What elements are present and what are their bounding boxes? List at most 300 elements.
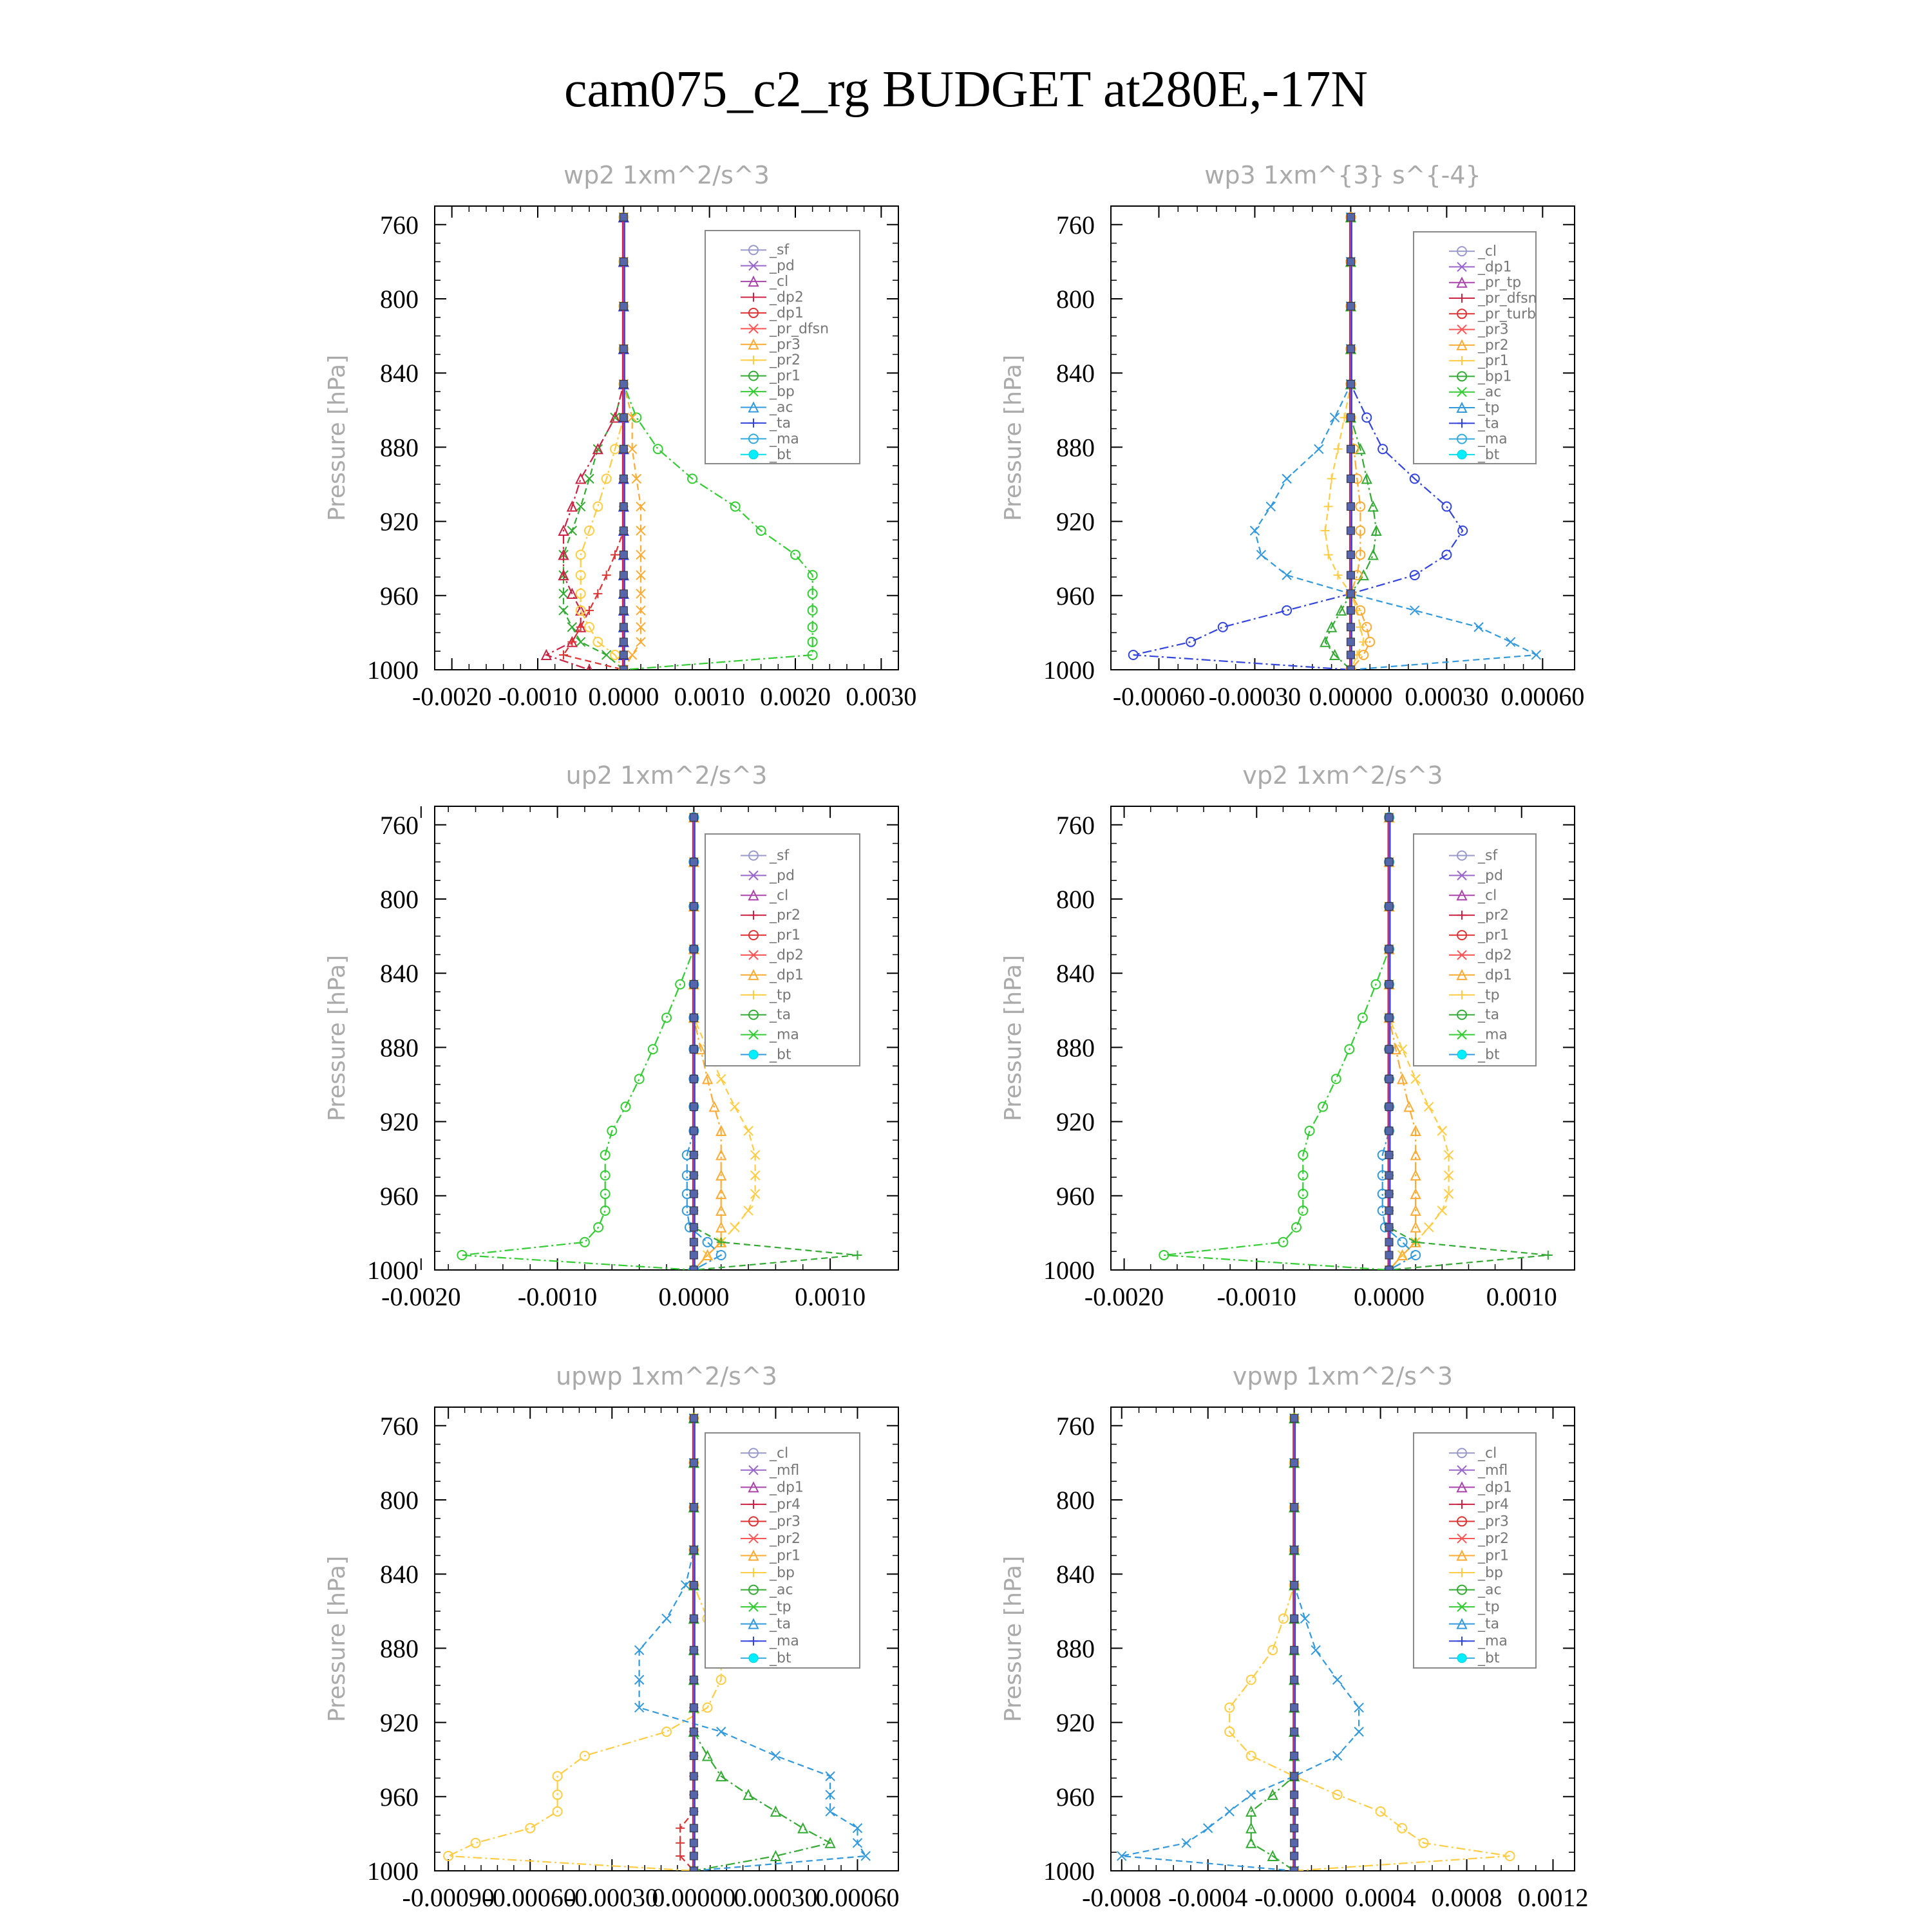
legend-label: _pr2 [770,1530,801,1547]
x-tick-label: 0.0010 [795,1282,866,1311]
zero-point [1291,1791,1298,1799]
series-point-pr2 [593,502,602,511]
y-tick-label: 760 [1056,1411,1095,1441]
zero-point [1385,1190,1393,1198]
legend-label: _bt [770,446,791,463]
series-point-dp1 [576,474,585,483]
zero-point [620,475,627,482]
legend-label: _ta [770,1007,791,1023]
series-point-pr1 [1437,1126,1446,1135]
x-tick-label: 0.00060 [815,1883,900,1912]
panel-wp2 [324,161,916,711]
y-tick-label: 800 [380,285,419,314]
zero-point [620,213,627,221]
zero-point [690,1103,697,1111]
legend-label: _pr3 [770,1513,801,1530]
zero-point [690,1190,697,1198]
x-tick-label: 0.0020 [760,682,831,711]
y-tick-label: 760 [1056,210,1095,240]
legend-label: _ma [770,1027,799,1043]
series-point-tp [1531,650,1540,659]
zero-point [690,1151,697,1159]
series-point-pr1 [602,650,611,659]
legend-label: _pr_turb [1478,306,1536,323]
series-point-pr1 [1279,1614,1288,1623]
series-point-pr2 [1334,571,1343,580]
zero-point [1385,1266,1393,1274]
zero-point [1291,1459,1298,1466]
x-tick-label: 0.0010 [1486,1282,1557,1311]
zero-point [690,1772,697,1780]
zero-point [690,1728,697,1736]
series-point-tp [1333,1675,1342,1684]
legend-label: _bt [1478,446,1500,463]
y-tick-label: 960 [1056,1181,1095,1211]
series-point-dp1 [1292,1223,1301,1232]
series-point-pr2 [1321,526,1330,535]
x-tick-label: 0.0010 [674,682,745,711]
y-tick-label: 920 [1056,1107,1095,1137]
x-tick-label: 0.0012 [1517,1883,1589,1912]
series-point-tp [1354,1727,1363,1736]
legend-label: _dp1 [1478,967,1512,983]
y-tick-label: 1000 [1043,1256,1095,1285]
legend-label: _bp [770,1565,795,1582]
zero-point [690,1615,697,1622]
series-line-dp1 [546,217,623,670]
series-point-pr1 [471,1839,480,1848]
panel-title: up2 1xm^2/s^3 [565,761,768,790]
panel-title: wp2 1xm^2/s^3 [564,161,770,189]
zero-point [1385,1251,1393,1259]
x-tick-label: 0.0004 [1345,1883,1416,1912]
zero-point [1385,1045,1393,1053]
zero-point [690,1045,697,1053]
legend-label: _tp [770,987,791,1003]
zero-point [620,503,627,511]
y-tick-label: 960 [380,1782,419,1812]
legend-label: _bt [770,1046,791,1063]
legend-label: _dp2 [770,947,804,963]
series-point-bp [654,444,663,453]
zero-point [620,551,627,558]
zero-point [690,1127,697,1135]
y-tick-label: 1000 [367,656,419,685]
zero-point [620,413,627,421]
zero-point [690,1171,697,1179]
series-point-tp [1250,526,1259,535]
y-tick-label: 760 [380,210,419,240]
series-point-pr1 [585,474,594,483]
legend-label: _ta [1478,1007,1500,1023]
y-tick-label: 920 [1056,1708,1095,1738]
x-tick-label: 0.00060 [1501,682,1585,711]
series-line-bp [1251,1418,1294,1871]
series-line-pr2 [581,217,624,670]
x-tick-label: 0.00030 [1405,682,1489,711]
series-point-pr1 [1247,1675,1256,1684]
zero-point [690,903,697,911]
series-point-pr1 [1425,1103,1434,1112]
series-point-pr4 [676,1824,685,1833]
series-point-tp [1266,502,1275,511]
zero-point [1385,945,1393,953]
zero-point [1347,213,1354,221]
zero-point [620,666,627,674]
zero-point [1291,1676,1298,1683]
zero-point [620,607,627,614]
series-point-pr2 [1334,444,1343,453]
x-tick-label: -0.00060 [1112,682,1206,711]
legend-label: _sf [770,242,790,259]
series-point-dp2 [853,1251,862,1260]
zero-point [1291,1581,1298,1589]
series-point-bp [703,1751,712,1760]
legend-label: _pr_dfsn [770,321,829,337]
legend-marker [749,1050,758,1059]
y-tick-label: 920 [380,1708,419,1738]
panel-title: wp3 1xm^{3} s^{-4} [1204,161,1481,189]
zero-point [1291,1414,1298,1422]
zero-point [690,1791,697,1799]
zero-point [1385,1224,1393,1231]
zero-point [690,1414,697,1422]
series-point-dp2 [593,589,602,598]
series-point-tp [826,1772,835,1781]
legend-label: _dp1 [770,967,804,983]
zero-point [620,303,627,310]
panel-title: vp2 1xm^2/s^3 [1242,761,1443,790]
zero-point [1347,475,1354,482]
zero-point [1385,1014,1393,1021]
series-point-pr1 [730,1103,739,1112]
zero-point [690,1266,697,1274]
legend-label: _bp [1478,1565,1503,1582]
zero-point [690,1646,697,1654]
panel-up2 [324,761,898,1311]
series-point-tp [1247,1790,1256,1799]
zero-point [1347,623,1354,631]
series-point-dp1 [635,1074,644,1083]
y-tick-label: 920 [380,507,419,536]
series-point-tp [717,1727,726,1736]
zero-point [690,1808,697,1815]
zero-point [620,651,627,659]
x-tick-label: 0.0000 [658,1282,730,1311]
x-tick-label: -0.0010 [498,682,578,711]
y-tick-label: 840 [380,1560,419,1589]
zero-point [1385,1238,1393,1246]
series-line-dp1 [1164,817,1389,1270]
legend-label: _dp2 [770,289,804,306]
zero-point [690,1459,697,1466]
series-line-pr4 [680,1418,694,1871]
zero-point [1385,1075,1393,1083]
legend-label: _pr1 [770,1548,801,1564]
zero-point [1347,551,1354,558]
legend-label: _mfl [770,1462,800,1479]
series-point-pr2 [1327,474,1336,483]
series-point-pr1 [1411,1074,1420,1083]
zero-point [690,1207,697,1215]
y-axis-label: Pressure [hPa] [1000,954,1027,1122]
series-point-tp [1314,444,1323,453]
zero-point [1385,1171,1393,1179]
zero-point [1385,858,1393,866]
zero-point [690,1238,697,1246]
series-point-bp [799,1824,808,1833]
series-point-bp [632,413,641,422]
series-point-dp2 [611,550,620,559]
zero-point [690,813,697,821]
x-tick-label: -0.0020 [412,682,492,711]
legend-marker [749,450,758,459]
y-axis-label: Pressure [hPa] [324,1555,350,1723]
legend-label: _tp [1478,1599,1500,1616]
zero-point [1347,303,1354,310]
y-tick-label: 880 [1056,1634,1095,1663]
zero-point [1385,1151,1393,1159]
series-point-pr4 [676,1839,685,1848]
y-tick-label: 840 [380,359,419,388]
series-point-pr2 [1324,502,1333,511]
series-point-pr1 [1268,1645,1277,1654]
legend-label: _tp [770,1599,791,1616]
series-point-pr1 [1437,1206,1446,1215]
x-tick-label: -0.0010 [517,1282,598,1311]
zero-point [620,380,627,388]
series-line-pr2 [1389,817,1416,1270]
x-tick-label: -0.0020 [381,1282,461,1311]
panel-title: vpwp 1xm^2/s^3 [1232,1362,1454,1390]
series-point-pr1 [1247,1751,1256,1760]
zero-point [690,980,697,988]
x-tick-label: -0.00090 [402,1883,495,1912]
zero-point [690,1839,697,1847]
zero-point [1385,1103,1393,1111]
y-tick-label: 760 [1056,810,1095,840]
y-tick-label: 880 [380,1033,419,1063]
x-tick-label: -0.0000 [1254,1883,1334,1912]
y-tick-label: 840 [380,959,419,989]
y-tick-label: 880 [380,1634,419,1663]
y-tick-label: 1000 [1043,656,1095,685]
zero-point [690,945,697,953]
y-tick-label: 1000 [367,1256,419,1285]
legend-label: _ac [770,399,793,416]
legend-label: _tp [1478,400,1500,416]
zero-point [1385,1127,1393,1135]
series-line-dp2 [564,217,623,670]
legend-label: _pr2 [1478,907,1510,924]
series-point-tp [1282,474,1291,483]
series-point-pr3 [628,413,637,422]
zero-point [1385,1207,1393,1215]
legend-label: _ta [1478,415,1499,432]
legend-marker [749,1654,758,1663]
y-tick-label: 840 [1056,359,1095,388]
series-point-pr1 [559,606,568,615]
series-point-tp [703,1238,712,1247]
series-point-tp [1204,1824,1213,1833]
y-axis-label: Pressure [hPa] [1000,1555,1027,1723]
legend-label: _dp1 [770,305,804,321]
y-tick-label: 960 [380,1181,419,1211]
legend-label: _dp1 [1478,1479,1512,1496]
y-tick-label: 920 [1056,507,1095,536]
series-point-ta [1218,623,1227,632]
legend-label: _sf [1478,848,1498,864]
legend-label: _pr2 [1478,1530,1510,1547]
zero-point [1347,666,1354,674]
zero-point [1347,258,1354,265]
legend-label: _tp [1478,987,1500,1003]
legend-box [1414,834,1536,1066]
y-tick-label: 1000 [1043,1857,1095,1886]
series-point-ta [1282,606,1291,615]
series-point-pr1 [1225,1703,1234,1712]
legend-label: _ac [770,1582,793,1598]
zero-point [690,1752,697,1759]
zero-point [1347,445,1354,453]
series-point-tp [771,1751,780,1760]
y-tick-label: 960 [380,581,419,611]
zero-point [1347,380,1354,388]
zero-point [1291,1752,1298,1759]
series-point-dp1 [662,1013,671,1022]
legend-label: _pr2 [770,907,801,924]
legend-label: _pr1 [1478,927,1510,944]
zero-point [1291,1728,1298,1736]
series-point-pr1 [576,638,585,647]
legend-label: _ma [1478,1633,1508,1650]
y-tick-label: 840 [1056,959,1095,989]
legend-label: _pr_dfsn [1478,290,1537,307]
legend-label: _pr3 [1478,1513,1510,1530]
y-axis-label: Pressure [hPa] [324,354,350,522]
legend-label: _pr3 [1478,321,1509,338]
series-point-bp [744,1790,753,1799]
zero-point [1291,1546,1298,1554]
x-tick-label: 0.00000 [1309,682,1393,711]
zero-point [1291,1839,1298,1847]
series-point-pr2 [1324,550,1333,559]
series-line-tp [1383,817,1416,1270]
legend-label: _pr4 [1478,1496,1510,1513]
series-point-pr1 [576,502,585,511]
legend-label: _bt [1478,1046,1500,1063]
series-line-pr1 [564,217,623,670]
zero-point [1347,503,1354,511]
zero-point [1347,590,1354,598]
zero-point [1385,813,1393,821]
series-point-tp [1506,638,1515,647]
panel-upwp [324,1362,899,1912]
zero-point [1347,571,1354,579]
legend-label: _pr1 [770,927,801,944]
x-tick-label: -0.00060 [484,1883,576,1912]
legend-label: _pr_tp [1478,274,1522,291]
zero-point [620,345,627,353]
zero-point [620,638,627,646]
y-tick-label: 880 [1056,433,1095,462]
zero-point [1291,1615,1298,1622]
zero-point [1347,638,1354,646]
y-tick-label: 880 [1056,1033,1095,1063]
zero-point [690,1504,697,1511]
zero-point [690,1824,697,1832]
y-axis-label: Pressure [hPa] [1000,354,1027,522]
y-tick-label: 840 [1056,1560,1095,1589]
series-point-dp2 [585,606,594,615]
legend-label: _pr1 [1478,353,1509,370]
series-point-tp [1282,571,1291,580]
series-line-dp1 [462,817,694,1270]
legend-label: _ma [770,1633,799,1650]
series-point-ta [1186,638,1195,647]
y-tick-label: 800 [1056,1486,1095,1515]
zero-point [1291,1867,1298,1875]
zero-point [1385,903,1393,911]
zero-point [1291,1646,1298,1654]
series-point-dp2 [1544,1251,1553,1260]
x-tick-label: -0.0004 [1168,1883,1248,1912]
legend-label: _pd [770,258,795,274]
zero-point [1291,1808,1298,1815]
zero-point [690,1224,697,1231]
series-line-tp [1122,1418,1359,1871]
zero-point [620,445,627,453]
zero-point [620,258,627,265]
series-point-bp [791,550,800,559]
legend-label: _cl [770,1445,789,1462]
series-point-pr1 [662,1727,671,1736]
series-point-pr1 [744,1206,753,1215]
series-point-pr1 [1425,1223,1434,1232]
legend-label: _pr1 [770,368,800,384]
zero-point [1291,1772,1298,1780]
zero-point [690,1251,697,1259]
series-point-tp [1256,550,1265,559]
series-point-pr1 [730,1223,739,1232]
series-point-tp [1225,1807,1234,1816]
legend-marker [1457,1654,1466,1663]
legend-label: _ta [770,1616,791,1633]
legend-box [1414,1433,1536,1668]
x-tick-label: 0.0030 [846,682,917,711]
series-point-dp2 [559,650,568,659]
zero-point [690,1546,697,1554]
zero-point [1291,1824,1298,1832]
legend-label: _bt [1478,1650,1500,1667]
zero-point [1291,1852,1298,1860]
legend-label: _pr2 [770,352,800,369]
legend-label: _cl [770,274,789,290]
series-point-pr1 [744,1126,753,1135]
y-tick-label: 800 [1056,885,1095,914]
series-point-dp2 [602,571,611,580]
zero-point [1291,1704,1298,1712]
series-point-tp [1331,413,1340,422]
y-tick-label: 760 [380,1411,419,1441]
zero-point [690,1704,697,1712]
zero-point [620,527,627,535]
y-tick-label: 960 [1056,1782,1095,1812]
x-tick-label: 0.0000 [588,682,659,711]
legend-label: _mfl [1478,1462,1508,1479]
legend-label: _pd [770,867,795,884]
series-point-pr1 [567,623,576,632]
